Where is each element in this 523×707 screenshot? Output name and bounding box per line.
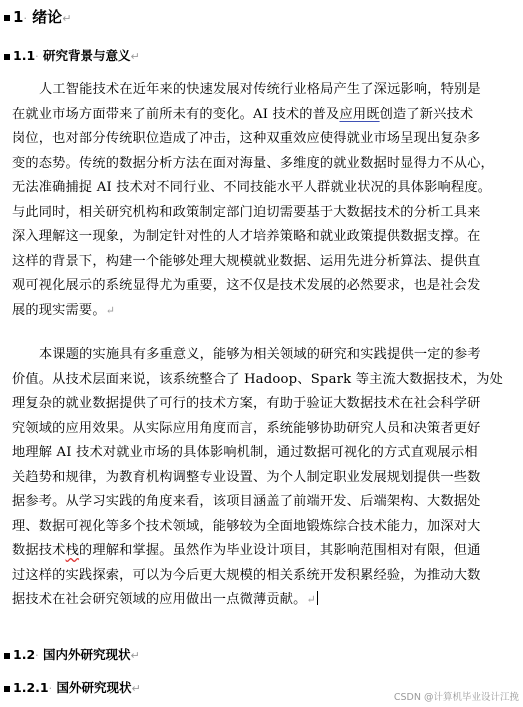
text-line: 地理解 AI 技术对就业市场的具体影响机制，通过数据可视化的方式直观展示相 bbox=[12, 445, 478, 460]
text-line: 与此同时，相关研究机构和政策制定部门迫切需要基于大数据技术的分析工具来 bbox=[12, 204, 481, 220]
text-line: 无法准确捕捉 AI 技术对不同行业、不同技能水平人群就业状况的具体影响程度。 bbox=[12, 180, 492, 195]
paragraph-mark: ↵ bbox=[62, 12, 72, 25]
heading-bullet bbox=[4, 653, 10, 659]
text-line: 深入理解这一现象，为制定针对性的人才培养策略和就业政策提供数据支撑。在 bbox=[12, 229, 481, 244]
heading-number: 1.2 bbox=[13, 647, 36, 662]
heading-section-1-2: 1.2· 国内外研究现状↵ bbox=[4, 645, 140, 663]
paragraph-mark: ↵ bbox=[130, 649, 140, 662]
text-cursor bbox=[317, 591, 318, 605]
text-line: 本课题的实施具有多重意义，能够为相关领域的研究和实践提供一定的参考 bbox=[39, 347, 481, 362]
watermark: CSDN @计算机毕业设计江挽 bbox=[393, 692, 519, 703]
text-line: 关趋势和规律，为教育机构调整专业设置、为个人制定职业发展规划提供一些数 bbox=[12, 469, 481, 485]
text-line: 变的态势。传统的数据分析方法在面对海量、多维度的就业数据时显得力不从心， bbox=[12, 155, 494, 171]
text-line: 这样的背景下，构建一个能够处理大规模就业数据、运用先进分析算法、提供直 bbox=[12, 253, 481, 269]
heading-number: 1 bbox=[13, 8, 24, 26]
underlined-word: 应用既 bbox=[339, 106, 380, 122]
text-line: 究领域的应用效果。从实际应用角度而言，系统能够协助研究人员和决策者更好 bbox=[12, 420, 481, 436]
heading-text: 研究背景与意义 bbox=[43, 48, 131, 63]
heading-section-1-1: 1.1· 研究背景与意义↵ bbox=[4, 46, 140, 64]
heading-text: 国内外研究现状 bbox=[43, 647, 131, 662]
text-line: 在就业市场方面带来了前所未有的变化。AI 技术的普及应用既创造了新兴技术 bbox=[12, 106, 474, 122]
heading-bullet bbox=[4, 15, 10, 21]
text-line: 人工智能技术在近年来的快速发展对传统行业格局产生了深远影响，特别是 bbox=[39, 82, 481, 97]
spellcheck-word: 栈 bbox=[65, 543, 79, 558]
text-line: 价值。从技术层面来说，该系统整合了 Hadoop、Spark 等主流大数据技术，为处 bbox=[12, 371, 503, 387]
text-line: 据技术在社会研究领域的应用做出一点微薄贡献。↵ bbox=[12, 592, 316, 607]
paragraph-mark: ↵ bbox=[131, 682, 141, 695]
heading-number: 1.2.1 bbox=[13, 680, 49, 695]
heading-text: 国外研究现状 bbox=[56, 680, 132, 695]
heading-text: 绪论 bbox=[32, 8, 63, 26]
heading-section-1-2-1: 1.2.1· 国外研究现状↵ bbox=[4, 678, 141, 696]
heading-bullet bbox=[4, 54, 10, 60]
text-line: 数据技术栈的理解和掌握。虽然作为毕业设计项目，其影响范围相对有限，但通 bbox=[12, 543, 481, 558]
text-line: 岗位，也对部分传统职位造成了冲击，这种双重效应使得就业市场呈现出复杂多 bbox=[12, 131, 481, 146]
text-line: 理、数据可视化等多个技术领域，能够较为全面地锻炼综合技术能力，加深对大 bbox=[12, 518, 481, 534]
heading-number: 1.1 bbox=[13, 48, 36, 63]
heading-bullet bbox=[4, 686, 10, 692]
paragraph-background bbox=[12, 78, 515, 323]
text-line: 观可视化展示的系统显得尤为重要，这不仅是技术发展的必然要求，也是社会发 bbox=[12, 278, 481, 293]
text-line: 过这样的实践探索，可以为今后更大规模的相关系统开发积累经验，为推动大数 bbox=[12, 567, 481, 583]
paragraph-significance bbox=[12, 343, 515, 613]
text-line: 理复杂的就业数据提供了可行的技术方案，有助于验证大数据技术在社会科学研 bbox=[12, 396, 481, 411]
text-line: 据参考。从学习实践的角度来看，该项目涵盖了前端开发、后端架构、大数据处 bbox=[12, 494, 481, 509]
text-line: 展的现实需要。↵ bbox=[12, 302, 116, 318]
paragraph-mark: ↵ bbox=[306, 593, 316, 606]
paragraph-mark: ↵ bbox=[130, 50, 140, 63]
heading-chapter-1: 1· 绪论↵ bbox=[4, 6, 71, 27]
paragraph-mark: ↵ bbox=[105, 303, 116, 317]
